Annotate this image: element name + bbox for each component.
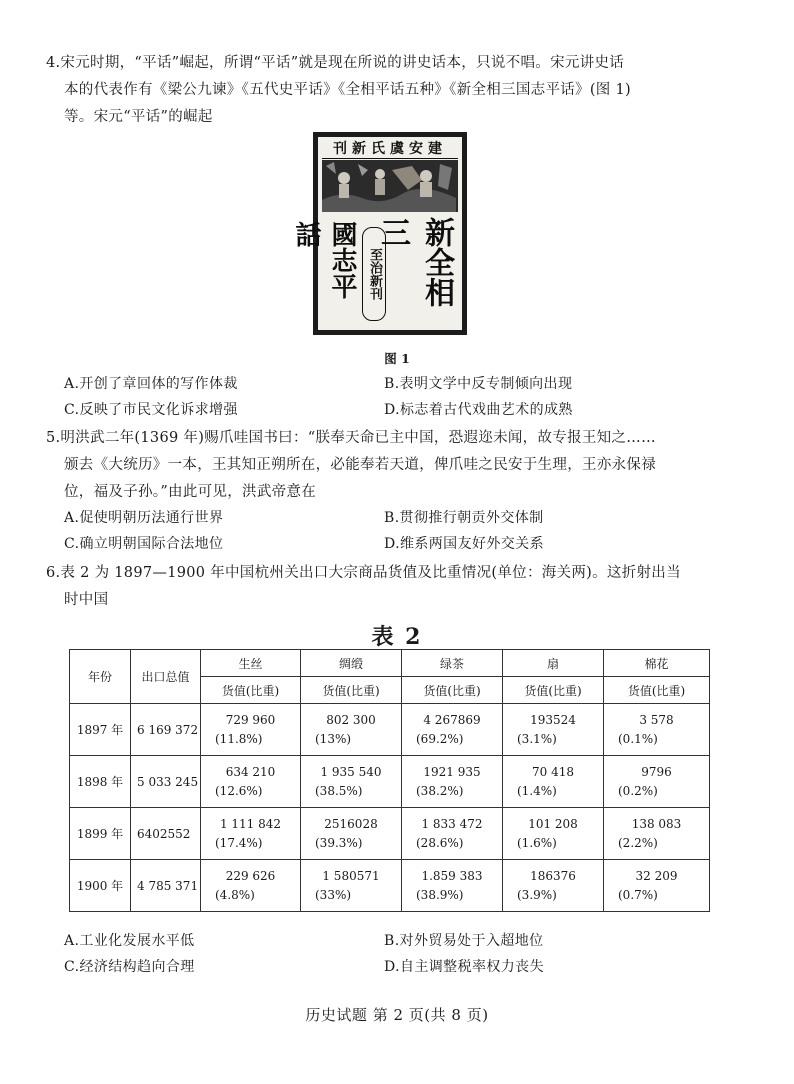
- value-cell: [301, 808, 402, 860]
- cell-value: 1 833 472: [421, 817, 483, 831]
- table-subheader: 货值(比重): [604, 677, 710, 704]
- woodblock-scene-icon: [322, 160, 456, 212]
- table-subheader: 货值(比重): [503, 677, 604, 704]
- value-cell: [301, 860, 402, 912]
- q5-option-a[interactable]: A.促使明朝历法通行世界: [64, 510, 224, 526]
- cell-value: 1.859 383: [421, 869, 483, 883]
- table-header-goods: 绸缎: [301, 650, 402, 677]
- q6-option-d[interactable]: D.自主调整税率权力丧失: [384, 959, 544, 975]
- cell-share: (13%): [315, 732, 352, 746]
- table-row: [70, 756, 710, 808]
- cell-share: (1.6%): [517, 836, 557, 850]
- value-cell: [301, 704, 402, 756]
- value-cell: [301, 756, 402, 808]
- q6-stem-line2: 时中国: [64, 592, 109, 608]
- value-cell: [604, 808, 710, 860]
- q5-option-b[interactable]: B.贯彻推行朝贡外交体制: [384, 510, 544, 526]
- row-total: 6 169 372: [131, 704, 201, 756]
- row-year: 1898 年: [70, 756, 131, 808]
- cell-value: 1 111 842: [219, 817, 282, 831]
- cell-value: 229 626: [225, 869, 276, 883]
- value-cell: [503, 808, 604, 860]
- value-cell: [201, 860, 301, 912]
- table-header-goods: 棉花: [604, 650, 710, 677]
- q5-option-c[interactable]: C.确立明朝国际合法地位: [64, 536, 224, 552]
- value-cell: [402, 704, 503, 756]
- value-cell: [604, 756, 710, 808]
- table-header-goods: 扇: [503, 650, 604, 677]
- cell-share: (38.9%): [416, 888, 464, 902]
- q5-stem-line2: 颁去《大统历》一本，王其知正朔所在，必能奉若天道，俾爪哇之民安于生理，王亦永保禄: [64, 457, 656, 473]
- value-cell: [503, 704, 604, 756]
- q5-stem-line3: 位，福及子孙。”由此可见，洪武帝意在: [64, 484, 317, 500]
- cell-value: 32 209: [635, 869, 678, 883]
- value-cell: [402, 808, 503, 860]
- cell-share: (3.1%): [517, 732, 557, 746]
- cell-share: (3.9%): [517, 888, 557, 902]
- woodblock-title-right: 新全相三: [375, 217, 454, 307]
- table-2: [69, 649, 710, 912]
- woodblock-title-left: 國志平話: [291, 221, 357, 299]
- q5-option-d[interactable]: D.维系两国友好外交关系: [384, 536, 544, 552]
- cell-share: (39.3%): [315, 836, 363, 850]
- cell-share: (12.6%): [215, 784, 263, 798]
- value-cell: [604, 704, 710, 756]
- cell-value: 101 208: [528, 817, 578, 831]
- q4-option-c[interactable]: C.反映了市民文化诉求增强: [64, 402, 238, 418]
- q4-stem-line1: 4.宋元时期，“平话”崛起，所谓“平话”就是现在所说的讲史话本，只说不唱。宋元讲史话: [46, 55, 625, 71]
- cell-share: (38.2%): [416, 784, 464, 798]
- q4-option-d[interactable]: D.标志着古代戏曲艺术的成熟: [384, 402, 573, 418]
- cell-share: (17.4%): [215, 836, 263, 850]
- row-year: 1900 年: [70, 860, 131, 912]
- cell-value: 186376: [530, 869, 576, 883]
- cell-share: (2.2%): [618, 836, 658, 850]
- q6-option-a[interactable]: A.工业化发展水平低: [64, 933, 195, 949]
- cell-value: 729 960: [225, 713, 276, 727]
- q4-option-b[interactable]: B.表明文学中反专制倾向出现: [384, 376, 573, 392]
- table-row: [70, 860, 710, 912]
- cell-share: (0.7%): [618, 888, 658, 902]
- q6-stem-line1: 6.表 2 为 1897—1900 年中国杭州关出口大宗商品货值及比重情况(单位：海关两)。这折射出当: [46, 565, 681, 581]
- table-subheader: 货值(比重): [301, 677, 402, 704]
- cell-value: 634 210: [225, 765, 276, 779]
- woodblock-illustration: [322, 160, 458, 212]
- q6-option-c[interactable]: C.经济结构趋向合理: [64, 959, 195, 975]
- page-footer: 历史试题 第 2 页(共 8 页): [305, 1006, 489, 1024]
- cell-value: 193524: [530, 713, 576, 727]
- cell-share: (38.5%): [315, 784, 363, 798]
- q4-stem-line2: 本的代表作有《梁公九谏》《五代史平话》《全相平话五种》《新全相三国志平话》(图 1): [64, 82, 631, 98]
- value-cell: [201, 704, 301, 756]
- woodblock-edition-cartouche: 至治新刊: [362, 227, 386, 321]
- cell-value: 4 267869: [423, 713, 481, 727]
- cell-value: 70 418: [532, 765, 574, 779]
- q6-option-b[interactable]: B.对外贸易处于入超地位: [384, 933, 544, 949]
- figure-1-caption: 图 1: [384, 351, 410, 366]
- value-cell: [402, 756, 503, 808]
- value-cell: [402, 860, 503, 912]
- value-cell: [503, 756, 604, 808]
- q4-stem-line3: 等。宋元“平话”的崛起: [64, 109, 213, 125]
- cell-share: (69.2%): [416, 732, 464, 746]
- value-cell: [201, 756, 301, 808]
- value-cell: [201, 808, 301, 860]
- cell-value: 138 083: [631, 817, 682, 831]
- table-header-total: 出口总值: [131, 650, 201, 704]
- cell-value: 2516028: [324, 817, 378, 831]
- row-total: 6402552: [131, 808, 201, 860]
- q4-option-a[interactable]: A.开创了章回体的写作体裁: [64, 376, 238, 392]
- cell-share: (0.1%): [618, 732, 658, 746]
- table-subheader: 货值(比重): [201, 677, 301, 704]
- row-year: 1899 年: [70, 808, 131, 860]
- cell-value: 1 935 540: [320, 765, 382, 779]
- table-header-year: 年份: [70, 650, 131, 704]
- cell-share: (28.6%): [416, 836, 464, 850]
- value-cell: [503, 860, 604, 912]
- cell-share: (1.4%): [517, 784, 557, 798]
- table-header-goods: 生丝: [201, 650, 301, 677]
- woodblock-publisher-line: 刊新氏虞安建: [322, 140, 458, 159]
- cell-value: 3 578: [639, 713, 674, 727]
- cell-share: (33%): [315, 888, 352, 902]
- table-row: [70, 808, 710, 860]
- cell-share: (4.8%): [215, 888, 255, 902]
- table-header-goods: 绿茶: [402, 650, 503, 677]
- row-total: 4 785 371: [131, 860, 201, 912]
- cell-share: (11.8%): [215, 732, 263, 746]
- cell-value: 1 580571: [322, 869, 380, 883]
- row-total: 5 033 245: [131, 756, 201, 808]
- table-2-title: 表 2: [371, 624, 423, 650]
- row-year: 1897 年: [70, 704, 131, 756]
- cell-share: (0.2%): [618, 784, 658, 798]
- table-row: [70, 704, 710, 756]
- woodblock-paper: [291, 137, 462, 330]
- cell-value: 1921 935: [423, 765, 481, 779]
- q5-stem-line1: 5.明洪武二年(1369 年)赐爪哇国书曰：“朕奉天命已主中国，恐遐迩未闻，故专报王知之……: [46, 430, 656, 446]
- value-cell: [604, 860, 710, 912]
- cell-value: 802 300: [326, 713, 376, 727]
- figure-1-woodblock-cover: [291, 132, 467, 335]
- table-subheader: 货值(比重): [402, 677, 503, 704]
- cell-value: 9796: [641, 765, 672, 779]
